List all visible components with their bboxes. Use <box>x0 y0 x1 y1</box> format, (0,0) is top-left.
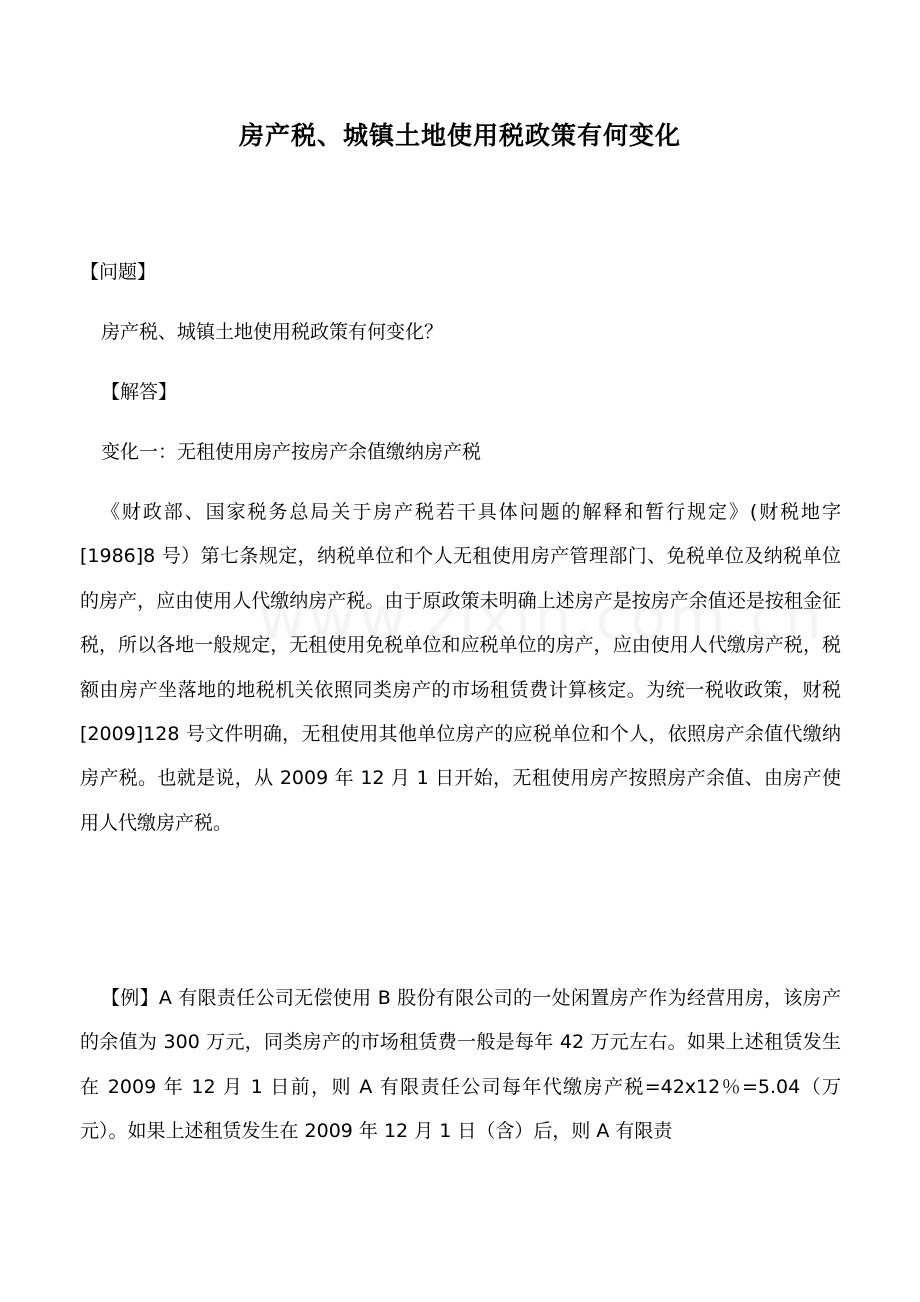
answer-header: 【解答】 <box>101 381 178 403</box>
question-header: 【问题】 <box>80 261 157 283</box>
paragraph-example: 【例】A 有限责任公司无偿使用 B 股份有限公司的一处闲置房产作为经营用房，该房产的余值为 300 万元，同类房产的市场租赁费一般是每年 42 万元左右。如果上述租赁发生在 2009 年 12 月 1 日前，则 A 有限责任公司每年代缴房产税=42x12％=5.04（万元）。如果上述租赁发生在 2009 年 12 月 1 日（含）后，则 A 有限责 <box>80 987 841 1143</box>
question-text: 房产税、城镇土地使用税政策有何变化？ <box>101 321 444 343</box>
document-title: 房产税、城镇土地使用税政策有何变化 <box>238 121 681 150</box>
change-one-heading: 变化一：无租使用房产按房产余值缴纳房产税 <box>101 441 482 463</box>
paragraph-policy-explanation: 《财政部、国家税务总局关于房产税若干具体问题的解释和暂行规定》(财税地字[1986]8 号）第七条规定，纳税单位和个人无租使用房产管理部门、免税单位及纳税单位的房产，应由使用人代缴纳房产税。由于原政策未明确上述房产是按房产余值还是按租金征税，所以各地一般规定，无租使用免税单位和应税单位的房产，应由使用人代缴房产税，税额由房产坐落地的地税机关依照同类房产的市场租赁费计算核定。为统一税收政策，财税[2009]128 号文件明确，无租使用其他单位房产的应税单位和个人，依照房产余值代缴纳房产税。也就是说，从 2009 年 12 月 1 日开始，无租使用房产按照房产余值、由房产使用人代缴房产税。 <box>80 501 841 834</box>
